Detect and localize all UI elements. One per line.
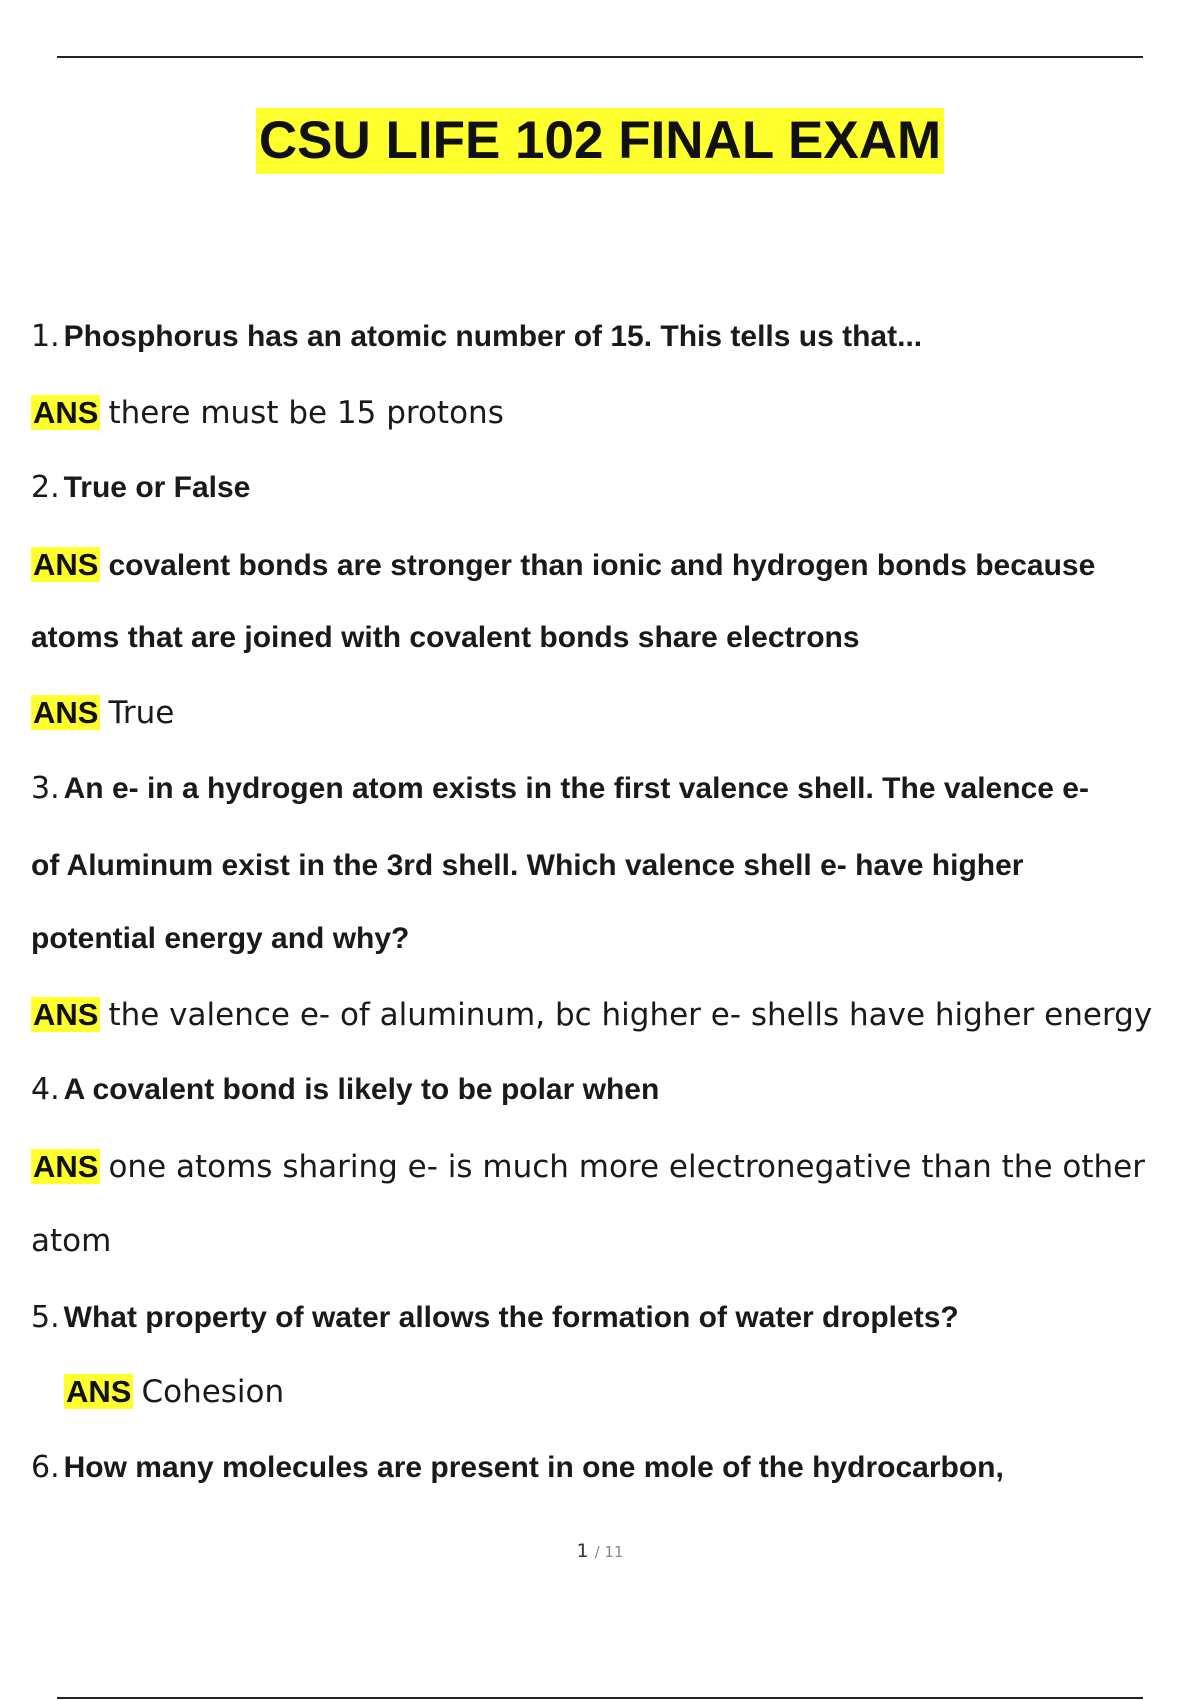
question-number: 4. (31, 1072, 60, 1107)
answer-4-continued (31, 1221, 111, 1261)
answer-text: there must be 15 protons (108, 395, 504, 431)
answer-tag: ANS (33, 547, 99, 582)
answer-text: True (108, 695, 175, 731)
answer-2a-continued (31, 618, 860, 658)
answer-text: covalent bonds are stronger than ionic and hydrogen bonds because (108, 549, 1096, 582)
title-container (0, 108, 1200, 174)
answer-text: atoms that are joined with covalent bonds share electrons (31, 621, 860, 654)
answer-1 (31, 393, 504, 433)
question-text: True or False (63, 471, 251, 504)
question-5 (31, 1298, 959, 1338)
question-text: What property of water allows the formation of water droplets? (63, 1301, 959, 1334)
bottom-rule (57, 1697, 1143, 1699)
answer-5 (64, 1372, 284, 1412)
current-page: 1 (576, 1540, 589, 1562)
question-number: 1. (31, 319, 60, 354)
answer-text: one atoms sharing e- is much more electronegative than the other (108, 1149, 1145, 1185)
question-3-line-3 (31, 919, 409, 959)
question-6 (31, 1448, 1004, 1488)
answer-4 (31, 1147, 1145, 1187)
question-number: 3. (31, 771, 60, 806)
question-1 (31, 317, 922, 357)
answer-tag: ANS (33, 997, 99, 1032)
total-pages: / 11 (594, 1543, 624, 1561)
page-indicator (0, 1540, 1200, 1562)
answer-tag: ANS (33, 395, 99, 430)
question-text: of Aluminum exist in the 3rd shell. Which valence shell e- have higher (31, 849, 1024, 882)
answer-tag: ANS (66, 1374, 132, 1409)
question-2 (31, 468, 250, 508)
question-3 (31, 769, 1089, 809)
question-4 (31, 1070, 659, 1110)
answer-text: atom (31, 1223, 112, 1259)
question-text: An e- in a hydrogen atom exists in the first valence shell. The valence e- (63, 772, 1089, 805)
question-number: 2. (31, 470, 60, 505)
question-text: Phosphorus has an atomic number of 15. This tells us that... (63, 320, 923, 353)
question-text: potential energy and why? (31, 922, 410, 955)
question-text: How many molecules are present in one mole of the hydrocarbon, (63, 1451, 1004, 1484)
top-rule (57, 56, 1143, 58)
document-title: CSU LIFE 102 FINAL EXAM (256, 108, 944, 174)
answer-tag: ANS (33, 695, 99, 730)
question-text: A covalent bond is likely to be polar when (63, 1073, 660, 1106)
question-number: 5. (31, 1300, 60, 1335)
answer-3 (31, 995, 1152, 1035)
question-3-line-2 (31, 846, 1023, 886)
answer-2b (31, 693, 174, 733)
answer-2a (31, 545, 1095, 586)
answer-text: the valence e- of aluminum, bc higher e- shells have higher energy (108, 997, 1153, 1033)
question-number: 6. (31, 1450, 60, 1485)
answer-text: Cohesion (141, 1374, 285, 1410)
answer-tag: ANS (33, 1149, 99, 1184)
